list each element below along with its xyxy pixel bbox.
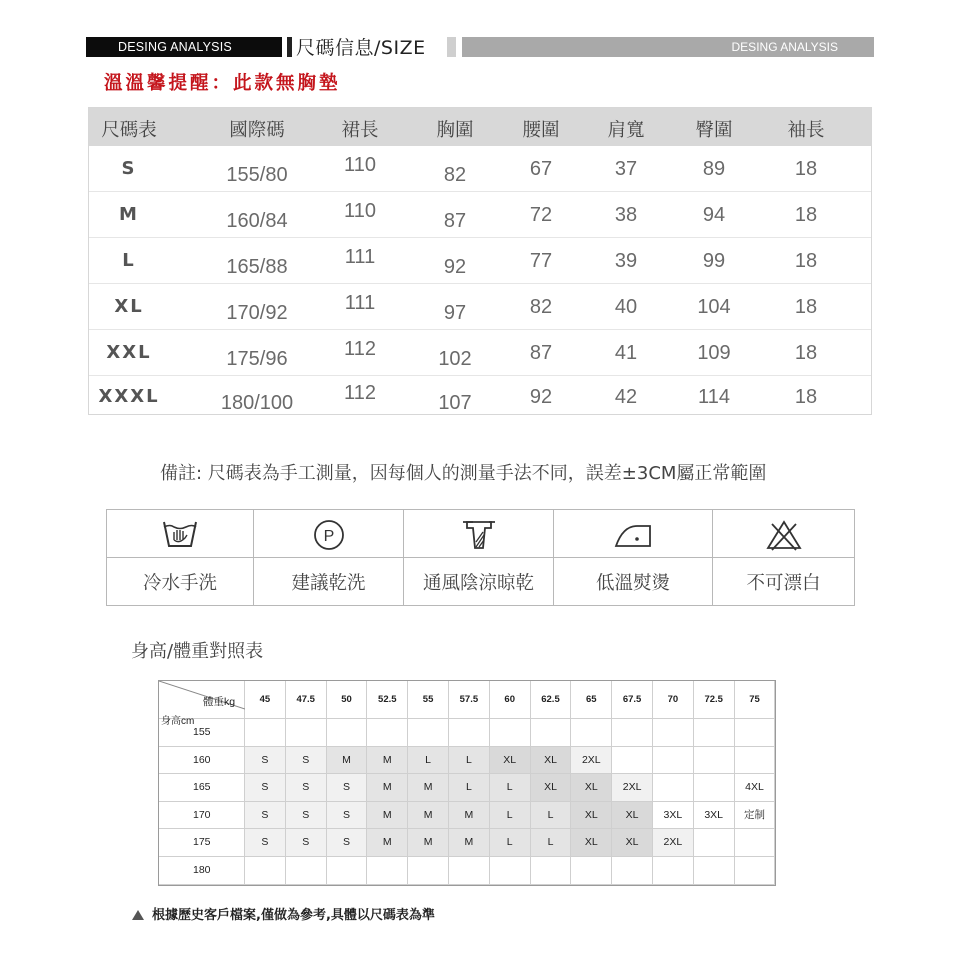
page-title: 尺碼信息/SIZE: [296, 37, 426, 59]
warning-triangle-icon: [132, 910, 144, 920]
size-value-cell: 111: [344, 246, 376, 268]
weight-header-cell: 47.5: [286, 681, 327, 719]
size-value-cell: 18: [794, 296, 818, 318]
size-recommendation-cell: [694, 774, 735, 802]
size-recommendation-cell: M: [408, 829, 449, 857]
size-recommendation-cell: 4XL: [735, 774, 776, 802]
size-value-cell: 165/88: [226, 256, 288, 278]
size-value-cell: 42: [614, 386, 638, 408]
size-value-cell: 114: [698, 386, 730, 408]
size-value-cell: 112: [344, 382, 376, 404]
size-value-cell: 18: [794, 386, 818, 408]
height-row-label: 170: [159, 802, 245, 830]
size-value-cell: 111: [344, 292, 376, 314]
size-code-cell: M: [119, 204, 139, 225]
size-recommendation-cell: [694, 829, 735, 857]
size-recommendation-cell: [408, 719, 449, 747]
weight-header-cell: 75: [735, 681, 776, 719]
row-divider: [89, 237, 871, 238]
size-col-header: 袖長: [787, 120, 825, 141]
size-recommendation-cell: [245, 857, 286, 885]
height-row-label: 175: [159, 829, 245, 857]
size-value-cell: 99: [702, 250, 726, 272]
size-recommendation-cell: S: [327, 802, 368, 830]
size-recommendation-cell: 2XL: [612, 774, 653, 802]
size-col-header: 胸圍: [436, 120, 474, 141]
size-recommendation-cell: XL: [571, 802, 612, 830]
size-recommendation-cell: XL: [490, 747, 531, 775]
size-recommendation-cell: [735, 857, 776, 885]
size-recommendation-cell: [694, 719, 735, 747]
footnote: [132, 904, 435, 923]
corner-height-label: 身高cm: [161, 716, 195, 727]
size-recommendation-cell: 3XL: [653, 802, 694, 830]
size-recommendation-cell: XL: [612, 802, 653, 830]
size-recommendation-cell: 2XL: [571, 747, 612, 775]
hw-chart: [158, 680, 776, 886]
size-value-cell: 175/96: [226, 348, 288, 370]
height-row-label: 155: [159, 719, 245, 747]
care-no-bleach: [713, 510, 854, 605]
height-row-label: 165: [159, 774, 245, 802]
hw-chart-title: 身高/體重對照表: [131, 641, 264, 662]
size-recommendation-cell: S: [286, 774, 327, 802]
size-recommendation-cell: [245, 719, 286, 747]
size-recommendation-cell: [490, 857, 531, 885]
no-bleach-icon: [764, 518, 804, 552]
size-recommendation-cell: S: [245, 802, 286, 830]
size-recommendation-cell: [531, 857, 572, 885]
size-recommendation-cell: M: [367, 829, 408, 857]
size-recommendation-cell: L: [531, 802, 572, 830]
svg-text:P: P: [323, 528, 334, 545]
weight-header-cell: 65: [571, 681, 612, 719]
warning-notice: 溫溫馨提醒：此款無胸墊: [104, 73, 341, 94]
size-value-cell: 110: [344, 154, 376, 176]
low-iron-icon: [613, 518, 653, 552]
size-recommendation-cell: [286, 857, 327, 885]
weight-header-cell: 62.5: [531, 681, 572, 719]
size-value-cell: 87: [443, 210, 467, 232]
size-recommendation-cell: [367, 719, 408, 747]
size-recommendation-cell: [490, 719, 531, 747]
size-value-cell: 72: [529, 204, 553, 226]
size-value-cell: 92: [443, 256, 467, 278]
size-value-cell: 87: [529, 342, 553, 364]
size-value-cell: 41: [614, 342, 638, 364]
size-value-cell: 77: [529, 250, 553, 272]
size-table: [88, 107, 872, 415]
size-col-header: 裙長: [341, 120, 379, 141]
size-recommendation-cell: [735, 829, 776, 857]
weight-header-cell: 45: [245, 681, 286, 719]
header-divider-light: [447, 37, 456, 57]
size-recommendation-cell: L: [449, 747, 490, 775]
size-table-header: [89, 108, 871, 146]
size-code-cell: XXXL: [98, 386, 160, 407]
size-recommendation-cell: S: [245, 774, 286, 802]
header-right-label: DESING ANALYSIS: [462, 37, 874, 57]
size-value-cell: 38: [614, 204, 638, 226]
size-recommendation-cell: 2XL: [653, 829, 694, 857]
care-label: 冷水手洗: [142, 573, 217, 594]
row-divider: [89, 329, 871, 330]
size-col-header: 肩寬: [607, 120, 645, 141]
size-recommendation-cell: M: [367, 802, 408, 830]
size-recommendation-cell: [367, 857, 408, 885]
size-recommendation-cell: S: [286, 829, 327, 857]
care-label: 不可漂白: [746, 573, 821, 594]
size-value-cell: 155/80: [226, 164, 288, 186]
header-divider: [287, 37, 292, 57]
size-value-cell: 82: [529, 296, 553, 318]
size-recommendation-cell: [653, 857, 694, 885]
size-recommendation-cell: L: [408, 747, 449, 775]
size-recommendation-cell: [571, 719, 612, 747]
size-recommendation-cell: [735, 747, 776, 775]
care-low-iron: [554, 510, 713, 605]
measurement-note: 備註: 尺碼表為手工測量，因每個人的測量手法不同，誤差±3CM屬正常範圍: [160, 463, 767, 484]
size-recommendation-cell: [449, 719, 490, 747]
size-recommendation-cell: [653, 747, 694, 775]
size-value-cell: 18: [794, 204, 818, 226]
row-divider: [89, 191, 871, 192]
size-value-cell: 112: [344, 338, 376, 360]
size-recommendation-cell: [653, 719, 694, 747]
size-col-header: 臀圍: [695, 120, 733, 141]
size-value-cell: 18: [794, 342, 818, 364]
size-recommendation-cell: [735, 719, 776, 747]
size-value-cell: 110: [344, 200, 376, 222]
size-recommendation-cell: M: [367, 747, 408, 775]
size-recommendation-cell: S: [327, 829, 368, 857]
size-recommendation-cell: [571, 857, 612, 885]
size-value-cell: 97: [443, 302, 467, 324]
weight-header-cell: 72.5: [694, 681, 735, 719]
height-row-label: 160: [159, 747, 245, 775]
care-label: 建議乾洗: [291, 573, 366, 594]
size-value-cell: 107: [438, 392, 472, 414]
size-recommendation-cell: [612, 857, 653, 885]
size-recommendation-cell: [653, 774, 694, 802]
size-value-cell: 40: [614, 296, 638, 318]
dry-clean-icon: [309, 518, 349, 552]
weight-header-cell: 57.5: [449, 681, 490, 719]
size-recommendation-cell: L: [449, 774, 490, 802]
size-recommendation-cell: S: [245, 829, 286, 857]
size-recommendation-cell: XL: [531, 747, 572, 775]
weight-header-cell: 67.5: [612, 681, 653, 719]
size-value-cell: 92: [529, 386, 553, 408]
header-left-label: DESING ANALYSIS: [86, 37, 282, 57]
size-recommendation-cell: [327, 719, 368, 747]
size-value-cell: 82: [443, 164, 467, 186]
size-code-cell: XXL: [106, 342, 152, 363]
weight-header-cell: 50: [327, 681, 368, 719]
size-value-cell: 18: [794, 158, 818, 180]
size-value-cell: 170/92: [226, 302, 288, 324]
size-value-cell: 109: [697, 342, 731, 364]
weight-header-cell: 52.5: [367, 681, 408, 719]
size-recommendation-cell: L: [490, 802, 531, 830]
size-recommendation-cell: S: [245, 747, 286, 775]
size-recommendation-cell: S: [286, 747, 327, 775]
care-shade-dry: [404, 510, 554, 605]
size-recommendation-cell: [612, 747, 653, 775]
size-recommendation-cell: S: [286, 802, 327, 830]
size-recommendation-cell: XL: [531, 774, 572, 802]
size-recommendation-cell: [612, 719, 653, 747]
size-recommendation-cell: S: [327, 774, 368, 802]
care-label: 低溫熨燙: [595, 573, 670, 594]
care-table: [106, 509, 855, 606]
weight-header-cell: 70: [653, 681, 694, 719]
footnote-text: 根據歷史客戶檔案,僅做為參考,具體以尺碼表為準: [152, 908, 435, 923]
size-recommendation-cell: M: [408, 802, 449, 830]
corner-weight-label: 體重kg: [203, 696, 236, 708]
size-value-cell: 180/100: [220, 392, 294, 414]
care-label: 通風陰涼晾乾: [422, 573, 534, 594]
row-divider: [89, 283, 871, 284]
height-row-label: 180: [159, 857, 245, 885]
hand-wash-icon: [160, 518, 200, 552]
size-recommendation-cell: [408, 857, 449, 885]
size-value-cell: 160/84: [226, 210, 288, 232]
size-recommendation-cell: [694, 857, 735, 885]
size-recommendation-cell: 定制: [735, 802, 776, 830]
size-value-cell: 89: [702, 158, 726, 180]
size-recommendation-cell: [327, 857, 368, 885]
size-recommendation-cell: [531, 719, 572, 747]
size-recommendation-cell: M: [449, 829, 490, 857]
size-value-cell: 102: [438, 348, 472, 370]
size-recommendation-cell: L: [490, 774, 531, 802]
size-recommendation-cell: [449, 857, 490, 885]
size-value-cell: 104: [697, 296, 731, 318]
size-value-cell: 67: [529, 158, 553, 180]
size-col-header: 國際碼: [229, 120, 285, 141]
size-recommendation-cell: M: [449, 802, 490, 830]
care-hand-wash: [107, 510, 254, 605]
size-code-cell: L: [122, 250, 136, 271]
size-value-cell: 39: [614, 250, 638, 272]
size-recommendation-cell: M: [408, 774, 449, 802]
size-recommendation-cell: XL: [571, 829, 612, 857]
size-recommendation-cell: XL: [571, 774, 612, 802]
size-recommendation-cell: 3XL: [694, 802, 735, 830]
size-value-cell: 18: [794, 250, 818, 272]
hw-corner-cell: [159, 681, 245, 727]
size-recommendation-cell: L: [490, 829, 531, 857]
size-code-cell: S: [121, 158, 137, 179]
size-value-cell: 37: [614, 158, 638, 180]
size-code-cell: XL: [114, 296, 144, 317]
size-col-header: 尺碼表: [101, 120, 157, 141]
size-recommendation-cell: M: [327, 747, 368, 775]
size-recommendation-cell: M: [367, 774, 408, 802]
row-divider: [89, 375, 871, 376]
size-recommendation-cell: [286, 719, 327, 747]
shade-dry-icon: [459, 518, 499, 552]
size-recommendation-cell: [694, 747, 735, 775]
weight-header-cell: 55: [408, 681, 449, 719]
size-recommendation-cell: XL: [612, 829, 653, 857]
size-value-cell: 94: [702, 204, 726, 226]
size-col-header: 腰圍: [522, 120, 560, 141]
care-dry-clean: [254, 510, 404, 605]
weight-header-cell: 60: [490, 681, 531, 719]
size-recommendation-cell: L: [531, 829, 572, 857]
